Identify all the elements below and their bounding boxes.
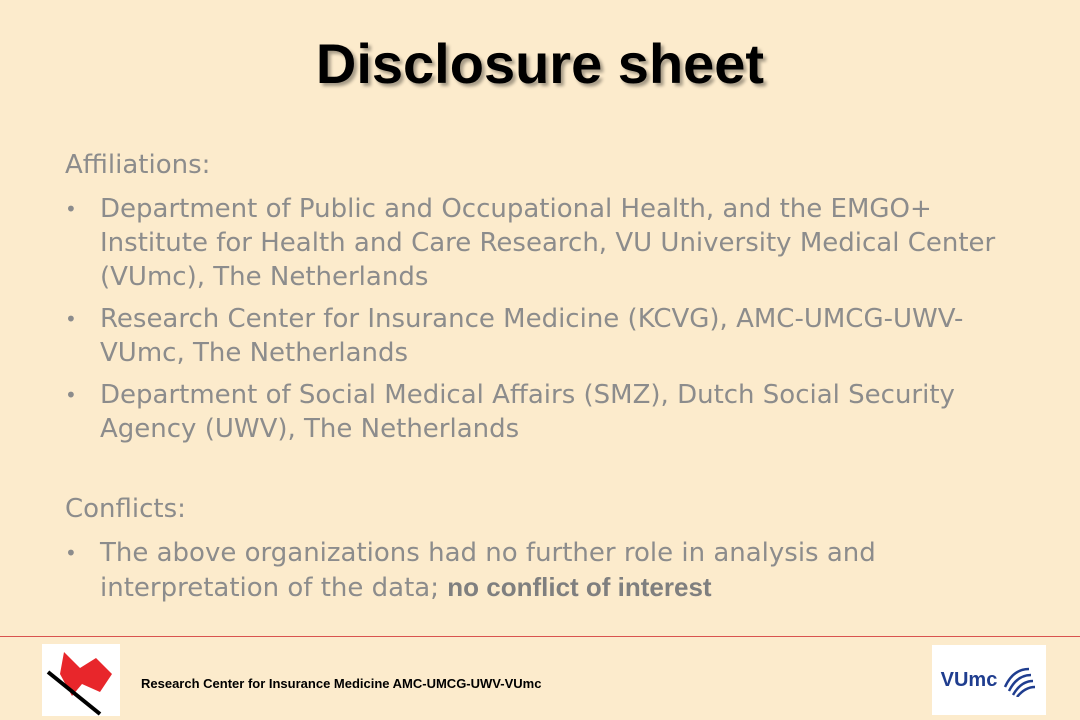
bullet-icon: • <box>65 307 77 331</box>
footer-organization: Research Center for Insurance Medicine AMC-UMCG-UWV-VUmc <box>141 676 542 691</box>
kcvg-logo-icon <box>42 644 120 716</box>
vumc-logo-icon <box>932 645 1046 715</box>
affiliations-heading: Affiliations: <box>65 150 211 180</box>
affiliation-text: Department of Social Medical Affairs (SMZ), Dutch Social Security Agency (UWV), The Netherlands <box>100 380 955 444</box>
footer-divider <box>0 636 1080 637</box>
bullet-icon: • <box>65 541 77 565</box>
conflicts-heading: Conflicts: <box>65 494 186 524</box>
affiliation-text: Department of Public and Occupational Health, and the EMGO+ Institute for Health and Care Research, VU University Medical Center (VUmc), The Netherlands <box>100 194 996 292</box>
list-item <box>65 536 1025 605</box>
list-item <box>65 302 1025 370</box>
conflict-text: The above organizations had no further role in analysis and interpretation of the data; <box>100 538 876 603</box>
bullet-icon: • <box>65 383 77 407</box>
conflict-emphasis: no conflict of interest <box>447 572 712 602</box>
vumc-logo-text: VUmc <box>940 668 998 691</box>
conflicts-list <box>65 536 1025 605</box>
slide-content <box>65 148 1025 613</box>
list-item <box>65 378 1025 446</box>
affiliation-text: Research Center for Insurance Medicine (KCVG), AMC-UMCG-UWV-VUmc, The Netherlands <box>100 304 964 368</box>
affiliations-list <box>65 192 1025 446</box>
bullet-icon: • <box>65 197 77 221</box>
slide-title: Disclosure sheet <box>315 32 765 95</box>
list-item <box>65 192 1025 294</box>
